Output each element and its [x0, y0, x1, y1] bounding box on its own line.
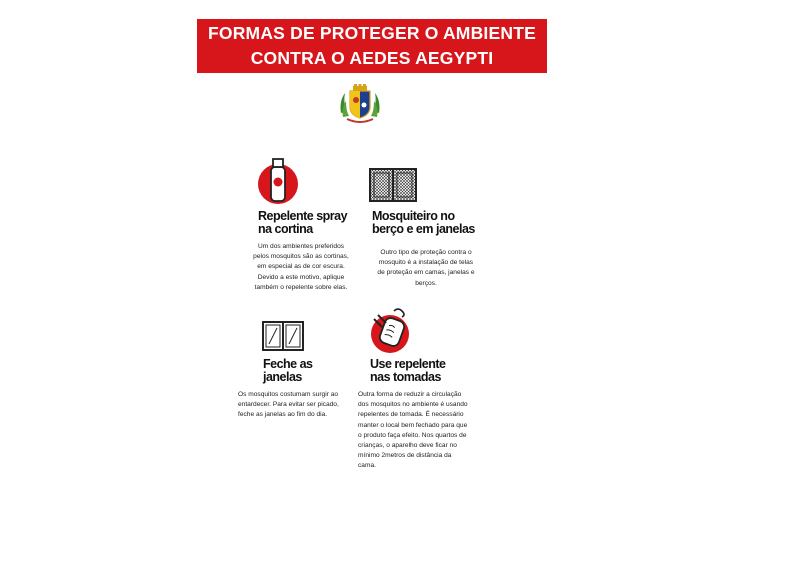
title-line-1: FORMAS DE PROTEGER O AMBIENTE [208, 23, 536, 43]
spray-can-icon [257, 157, 299, 205]
tip-3-body: Os mosquitos costumam surgir ao entardecer. Para evitar ser picado, feche as janelas ao fim do dia. [238, 391, 339, 419]
tip-4-heading: Use repelente nas tomadas [370, 357, 446, 384]
mosquito-net-icon [368, 166, 418, 204]
tip-1-body: Um dos ambientes preferidos pelos mosquitos são as cortinas, em especial as de cor escura. Devido a este motivo, aplique também o repelente sobre elas. [253, 243, 349, 291]
tip-2-body: Outro tipo de proteção contra o mosquito é a instalação de telas de proteção em camas, janelas e berços. [377, 249, 475, 287]
window-icon [261, 320, 305, 352]
tip-4-body: Outra forma de reduzir a circulação dos mosquitos no ambiente é usando repelentes de tomada. É necessário manter o local bem fechado para que o produto faça efeito. Nos quartos de crianças, o aparelho deve ficar no mínimo 2metros de distância da cama. [358, 391, 468, 470]
plug-repellent-icon [366, 307, 410, 355]
title-line-2: CONTRA O AEDES AEGYPTI [250, 48, 494, 68]
tip-2-heading: Mosquiteiro no berço e em janelas [372, 209, 475, 236]
title-banner [197, 19, 547, 73]
tip-1-heading: Repelente spray na cortina [258, 209, 348, 236]
tip-3-heading: Feche as janelas [263, 357, 313, 384]
municipal-crest-icon [337, 83, 383, 125]
